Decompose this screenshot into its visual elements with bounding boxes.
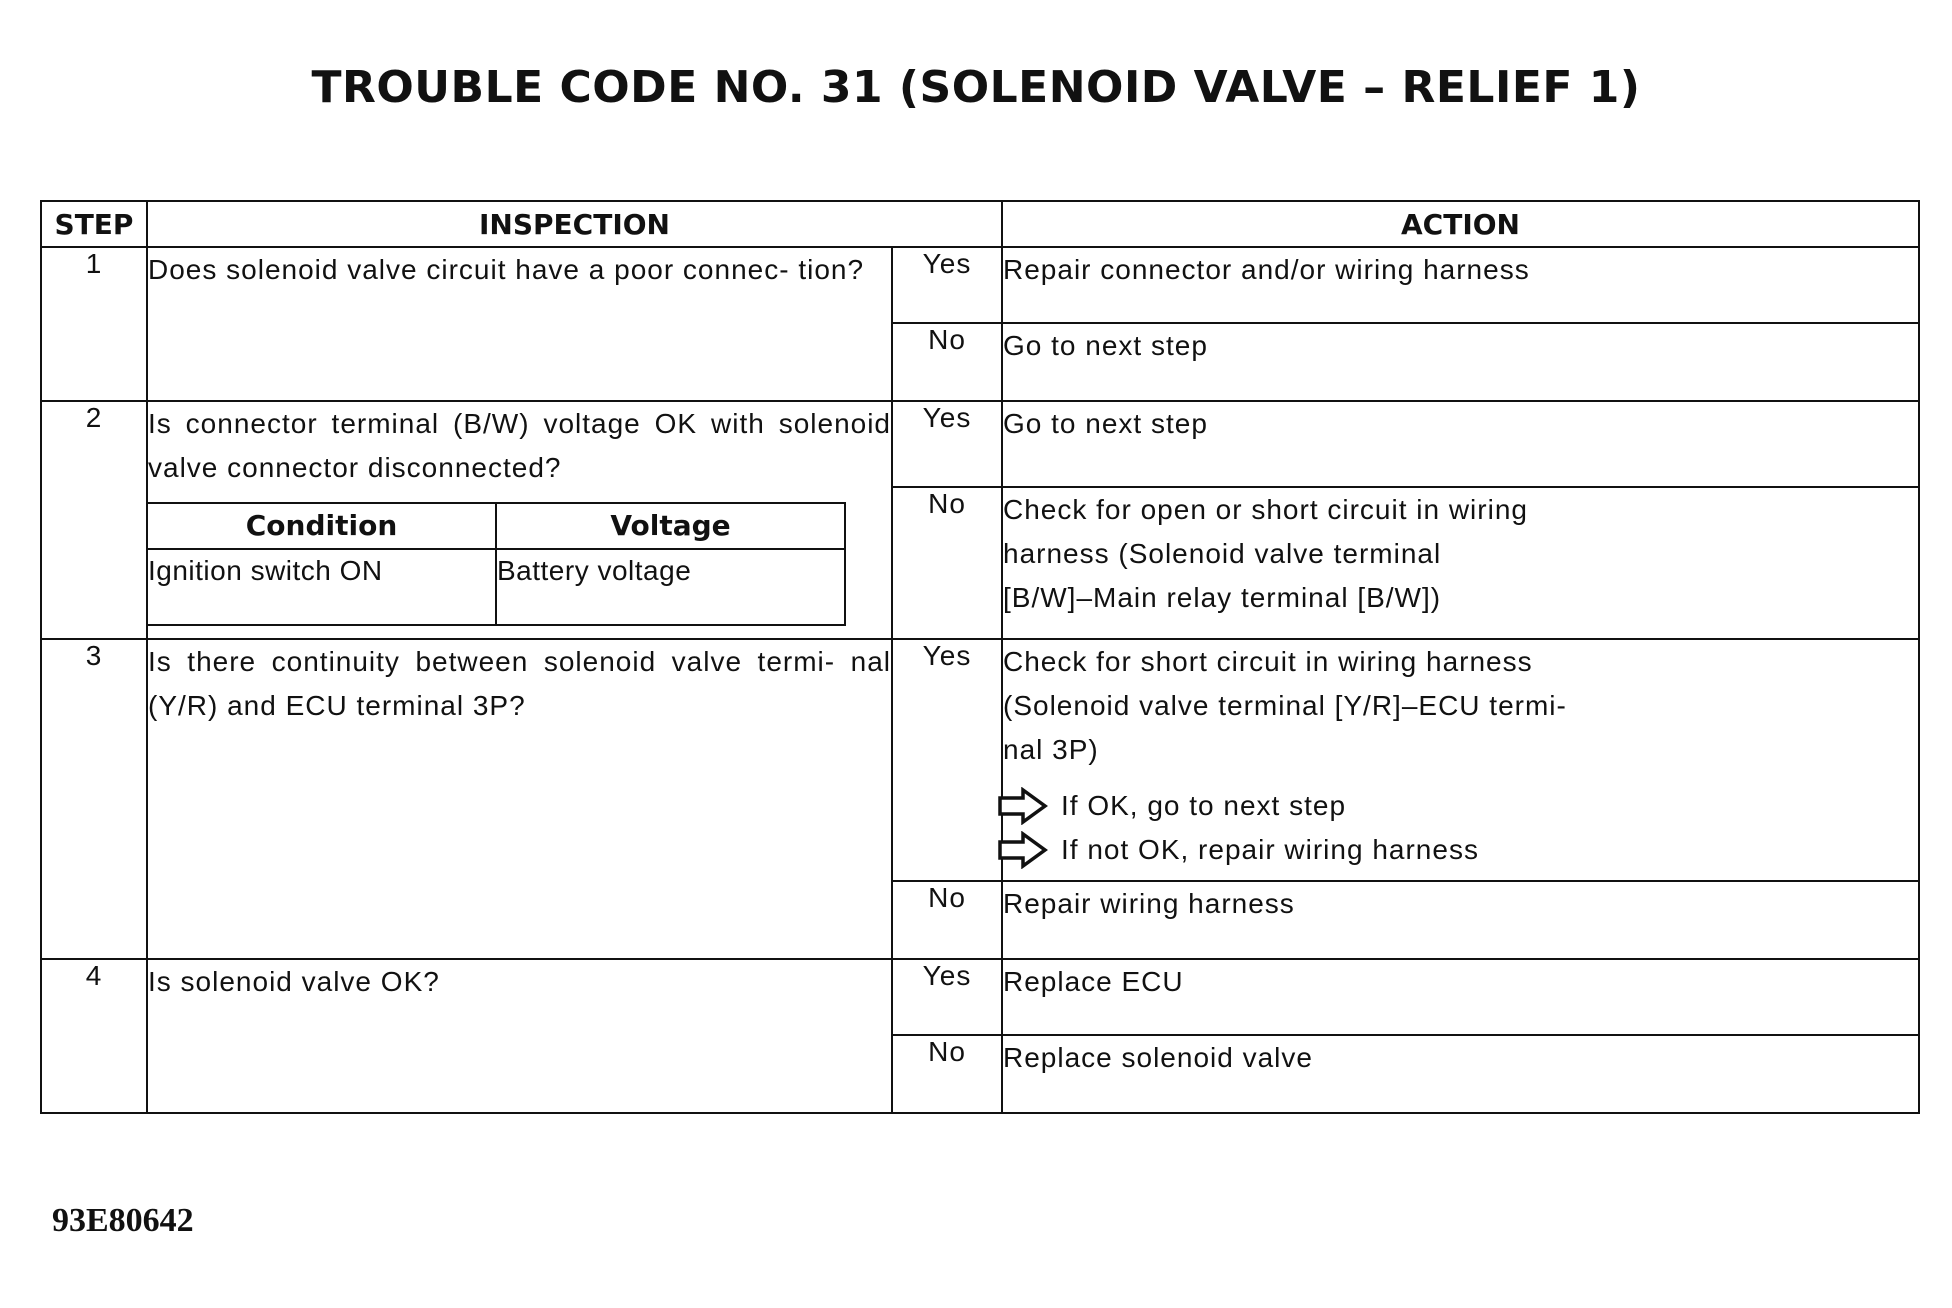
step-1-inspection <box>147 247 892 401</box>
action-line: Check for open or short circuit in wiring <box>1003 494 1528 526</box>
step-3-no-action: Repair wiring harness <box>1002 881 1919 959</box>
step-4-question: Is solenoid valve OK? <box>148 966 440 997</box>
step-3-yes-action <box>1002 639 1919 881</box>
step-3-inspection <box>147 639 892 959</box>
step-1-number: 1 <box>41 247 147 401</box>
step-4-yes-action: Replace ECU <box>1002 959 1919 1035</box>
action-line: [B/W]–Main relay terminal [B/W]) <box>1003 582 1442 614</box>
step-3-yes-row <box>41 639 1919 881</box>
action-line: Check for short circuit in wiring harness <box>1003 646 1533 677</box>
action-line: harness (Solenoid valve terminal <box>1003 538 1442 570</box>
voltage-cell: Battery voltage <box>496 549 845 625</box>
action-line: nal 3P) <box>1003 734 1099 765</box>
voltage-header: Voltage <box>496 503 845 549</box>
step-1-no-action: Go to next step <box>1002 323 1919 401</box>
header-row <box>41 201 1919 247</box>
condition-cell: Ignition switch ON <box>147 549 496 625</box>
step-1-question: Does solenoid valve circuit have a poor connec- tion? <box>148 254 865 285</box>
result-ok <box>997 784 1918 828</box>
page-title: TROUBLE CODE NO. 31 (SOLENOID VALVE – RELIEF 1) <box>311 62 1641 113</box>
step-4-no-label: No <box>892 1035 1002 1113</box>
result-ok-text: If OK, go to next step <box>1061 790 1347 821</box>
step-header: STEP <box>41 201 147 247</box>
step-4-number: 4 <box>41 959 147 1113</box>
step-3-yes-label: Yes <box>892 639 1002 881</box>
action-line: (Solenoid valve terminal [Y/R]–ECU termi- <box>1003 690 1567 721</box>
arrow-right-icon <box>997 831 1049 869</box>
inspection-header: INSPECTION <box>147 201 1002 247</box>
step-2-no-action <box>1002 487 1919 639</box>
condition-table <box>146 502 846 626</box>
step-2-question: Is connector terminal (B/W) voltage OK with solenoid valve connector disconnected? <box>148 408 891 483</box>
step-3-no-label: No <box>892 881 1002 959</box>
step-1-no-label: No <box>892 323 1002 401</box>
step-1-yes-action: Repair connector and/or wiring harness <box>1002 247 1919 323</box>
step-4-no-action: Replace solenoid valve <box>1002 1035 1919 1113</box>
step-2-yes-action: Go to next step <box>1002 401 1919 487</box>
step-3-question: Is there continuity between solenoid valve termi- nal (Y/R) and ECU terminal 3P? <box>148 646 891 721</box>
condition-row <box>147 549 845 625</box>
figure-code: 93E80642 <box>52 1202 194 1239</box>
step-2-number: 2 <box>41 401 147 639</box>
action-header: ACTION <box>1002 201 1919 247</box>
step-3-number: 3 <box>41 639 147 959</box>
step-2-yes-label: Yes <box>892 401 1002 487</box>
step-1-yes-row <box>41 247 1919 323</box>
step-2-yes-row <box>41 401 1919 487</box>
step-1-yes-label: Yes <box>892 247 1002 323</box>
condition-header: Condition <box>147 503 496 549</box>
step-4-inspection <box>147 959 892 1113</box>
step-4-yes-label: Yes <box>892 959 1002 1035</box>
trouble-code-table <box>40 200 1920 1114</box>
step-2-no-label: No <box>892 487 1002 639</box>
step-4-yes-row <box>41 959 1919 1035</box>
result-not-ok <box>997 828 1918 872</box>
arrow-right-icon <box>997 787 1049 825</box>
result-not-ok-text: If not OK, repair wiring harness <box>1061 834 1479 865</box>
step-2-inspection <box>147 401 892 639</box>
